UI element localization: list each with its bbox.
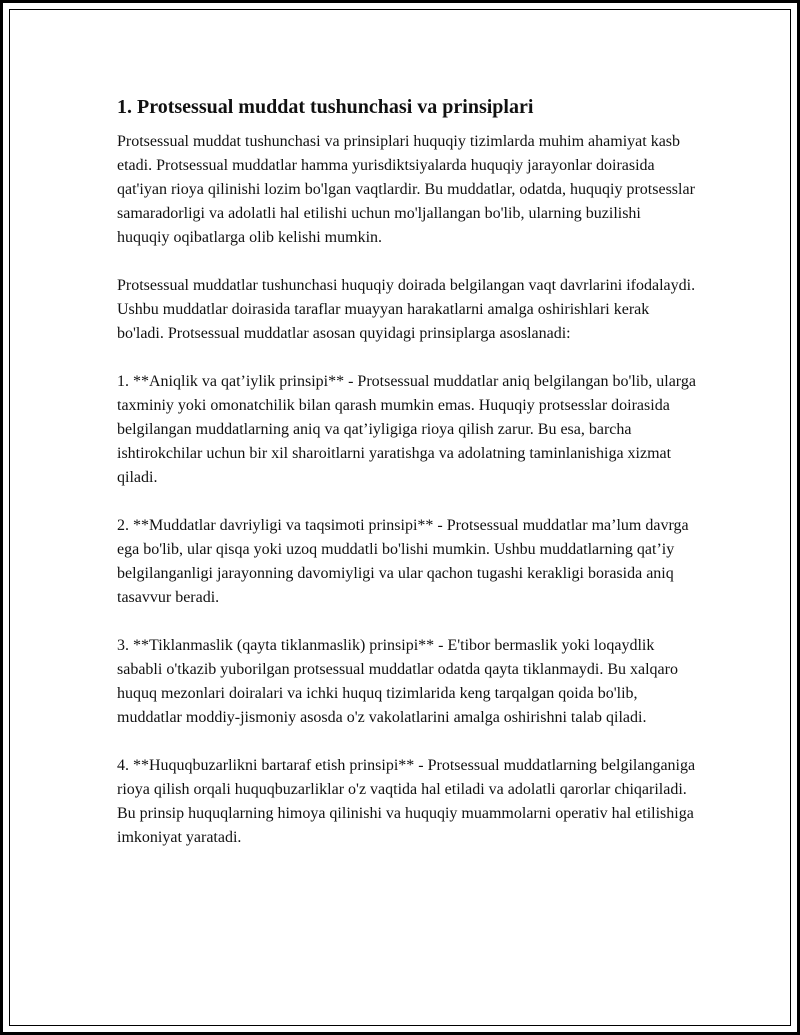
section-heading: 1. Protsessual muddat tushunchasi va prinsiplari — [117, 96, 534, 118]
principle-3-paragraph: 3. **Tiklanmaslik (qayta tiklanmaslik) prinsipi** - E'tibor bermaslik yoki loqaydlik sababli o'tkazib yuborilgan protsessual muddatlar odatda qayta tiklanmaydi. Bu xalqaro huquq mezonlari doiralari va ichki huquq tizimlarida keng tarqalgan qoida bo'lib, muddatlar moddiy-jismoniy asosda o'z vakolatlarini amalga oshirishni talab qiladi. — [117, 637, 678, 726]
paragraph-intro: Protsessual muddat tushunchasi va prinsiplari huquqiy tizimlarda muhim ahamiyat kasb etadi. Protsessual muddatlar hamma yurisdiktsiyalarda huquqiy jarayonlar doirasida qat'iyan rioya qilinishi lozim bo'lgan vaqtlardir. Bu muddatlar, odatda, huquqiy protsesslar samaradorligi va adolatli hal etilishi uchun mo'ljallangan bo'lib, ularning buzilishi huquqiy oqibatlarga olib kelishi mumkin. — [117, 133, 695, 246]
principle-4-paragraph: 4. **Huquqbuzarlikni bartaraf etish prinsipi** - Protsessual muddatlarning belgilanganiga rioya qilish orqali huquqbuzarliklar o'z vaqtida hal etiladi va adolatli qarorlar chiqariladi. Bu prinsip huquqlarning himoya qilinishi va huquqiy muammolarni operativ hal etilishiga imkoniyat yaratadi. — [117, 757, 696, 846]
paragraph-definition: Protsessual muddatlar tushunchasi huquqiy doirada belgilangan vaqt davrlarini ifodalaydi. Ushbu muddatlar doirasida taraflar muayyan harakatlarni amalga oshirishlari kerak bo'ladi. Protsessual muddatlar asosan quyidagi prinsiplarga asoslanadi: — [117, 277, 696, 342]
document-body — [117, 94, 697, 874]
principle-1-paragraph: 1. **Aniqlik va qat’iylik prinsipi** - Protsessual muddatlar aniq belgilangan bo'lib, ularga taxminiy yoki omonatchilik bilan qarash mumkin emas. Huquqiy protsesslar doirasida belgilangan muddatlarning aniq va qat’iyligiga rioya qilish zarur. Bu esa, barcha ishtirokchilar uchun bir xil sharoitlarni yaratishga va adolatning taminlanishiga xizmat qiladi. — [117, 373, 696, 486]
principle-2-paragraph: 2. **Muddatlar davriyligi va taqsimoti prinsipi** - Protsessual muddatlar ma’lum davrga ega bo'lib, ular qisqa yoki uzoq muddatli bo'lishi mumkin. Ushbu muddatlarning qat’iy belgilanganligi jarayonning davomiyligi va ular qachon tugashi kerakligi borasida aniq tasavvur beradi. — [117, 517, 689, 606]
